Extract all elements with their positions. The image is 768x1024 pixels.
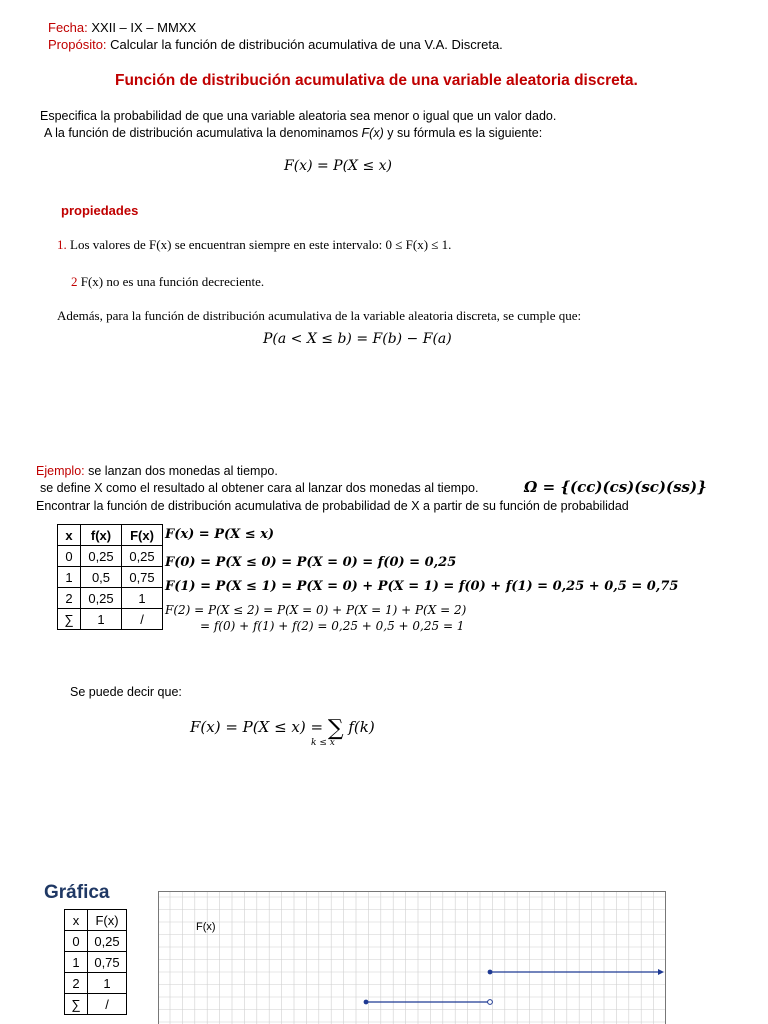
- proposito-label: Propósito:: [48, 37, 107, 52]
- table-cell: 1: [88, 973, 127, 994]
- ejemplo-text1: se lanzan dos monedas al tiempo.: [88, 464, 278, 478]
- page-title: Función de distribución acumulativa de una variable aleatoria discreta.: [115, 72, 638, 89]
- table-cell: /: [88, 994, 127, 1015]
- derivation-4: = f(0) + f(1) + f(2) = 0,25 + 0,5 + 0,25 = 1: [200, 619, 465, 633]
- derivation-3: F(2) = P(X ≤ 2) = P(X = 0) + P(X = 1) + P(X = 2): [165, 603, 467, 617]
- table-row: [58, 588, 163, 609]
- table-row: [65, 952, 127, 973]
- conclusion-formula: [190, 713, 375, 741]
- conclusion-text: Se puede decir que:: [70, 685, 182, 699]
- table-cell: 1: [58, 567, 81, 588]
- derivation-0: F(x) = P(X ≤ x): [165, 527, 275, 542]
- table-cell: 1: [122, 588, 163, 609]
- table-cell: 0,25: [81, 546, 122, 567]
- header-Fx: F(x): [88, 910, 127, 931]
- table-row: [65, 994, 127, 1015]
- table-row: [58, 546, 163, 567]
- intro-line2-post: y su fórmula es la siguiente:: [383, 126, 543, 140]
- propiedades-heading: propiedades: [61, 203, 139, 218]
- graph-grid: [158, 891, 666, 1024]
- interval-formula: P(a < X ≤ b) = F(b) − F(a): [263, 331, 452, 347]
- header-x: x: [58, 525, 81, 546]
- intro-line2-fx: F(x): [361, 126, 384, 140]
- table-row: [58, 609, 163, 630]
- sigma-symbol: ∑: [327, 716, 344, 741]
- table-cell: ∑: [65, 994, 88, 1015]
- table-cell: 2: [58, 588, 81, 609]
- table-cell: 1: [65, 952, 88, 973]
- table-cell: 0,75: [122, 567, 163, 588]
- property-2: [71, 274, 264, 290]
- derivation-1: F(0) = P(X ≤ 0) = P(X = 0) = f(0) = 0,25: [165, 555, 457, 570]
- fecha-value: XXII – IX – MMXX: [91, 20, 197, 35]
- ejemplo-label: Ejemplo:: [36, 464, 85, 478]
- step-graph: [158, 891, 666, 1024]
- table-header-row: [65, 910, 127, 931]
- property-2-number: 2: [71, 274, 78, 289]
- intro-line2-pre: A la función de distribución acumulativa la denominamos: [44, 126, 362, 140]
- table-cell: 0: [65, 931, 88, 952]
- intro-line1: Especifica la probabilidad de que una variable aleatoria sea menor o igual que un valor dado.: [40, 109, 557, 123]
- header-fx: f(x): [81, 525, 122, 546]
- table-header-row: [58, 525, 163, 546]
- step-closed-point-1: [364, 1000, 369, 1005]
- table-cell: 1: [81, 609, 122, 630]
- fecha-label: Fecha:: [48, 20, 88, 35]
- property-1-text: Los valores de F(x) se encuentran siempre en este intervalo: 0 ≤ F(x) ≤ 1.: [70, 237, 452, 252]
- ademas-text: Además, para la función de distribución acumulativa de la variable aleatoria discreta, se cumple que:: [57, 308, 582, 323]
- table-cell: 0,25: [88, 931, 127, 952]
- fecha-line: [48, 20, 196, 35]
- derivation-2: F(1) = P(X ≤ 1) = P(X = 0) + P(X = 1) = f(0) + f(1) = 0,25 + 0,5 = 0,75: [165, 579, 679, 594]
- proposito-value: Calcular la función de distribución acumulativa de una V.A. Discreta.: [110, 37, 503, 52]
- header-Fx: F(x): [122, 525, 163, 546]
- table-cell: 0: [58, 546, 81, 567]
- ejemplo-line3: Encontrar la función de distribución acumulativa de probabilidad de X a partir de su función de probabilidad: [36, 499, 629, 513]
- property-2-text: F(x) no es una función decreciente.: [80, 274, 265, 289]
- formula-right: f(k): [348, 718, 375, 736]
- graph-ylabel: F(x): [196, 921, 216, 933]
- ejemplo-line1: [36, 464, 278, 478]
- main-formula: F(x) = P(X ≤ x): [284, 158, 393, 174]
- step-closed-point-2: [488, 970, 493, 975]
- probability-table: [57, 524, 163, 630]
- table-cell: 0,25: [122, 546, 163, 567]
- omega-formula: Ω = {(cc)(cs)(sc)(ss)}: [524, 478, 707, 496]
- ejemplo-line2: se define X como el resultado al obtener cara al lanzar dos monedas al tiempo.: [40, 481, 479, 495]
- table-cell: 0,25: [81, 588, 122, 609]
- proposito-line: [48, 37, 503, 52]
- header-x: x: [65, 910, 88, 931]
- grafica-heading: Gráfica: [44, 882, 110, 903]
- table-cell: 0,75: [88, 952, 127, 973]
- graph-border: [159, 892, 666, 1024]
- table-cell: 2: [65, 973, 88, 994]
- table-row: [58, 567, 163, 588]
- grafica-table: [64, 909, 127, 1015]
- table-row: [65, 973, 127, 994]
- property-1: [57, 237, 451, 253]
- arrow-right-icon: [658, 969, 664, 975]
- sigma-subscript: k ≤ x: [311, 738, 335, 748]
- step-open-point-1: [488, 1000, 493, 1005]
- table-cell: 0,5: [81, 567, 122, 588]
- table-row: [65, 931, 127, 952]
- table-cell: /: [122, 609, 163, 630]
- table-cell: ∑: [58, 609, 81, 630]
- property-1-number: 1.: [57, 237, 67, 252]
- intro-line2: [44, 126, 542, 140]
- formula-left: F(x) = P(X ≤ x) =: [190, 718, 324, 736]
